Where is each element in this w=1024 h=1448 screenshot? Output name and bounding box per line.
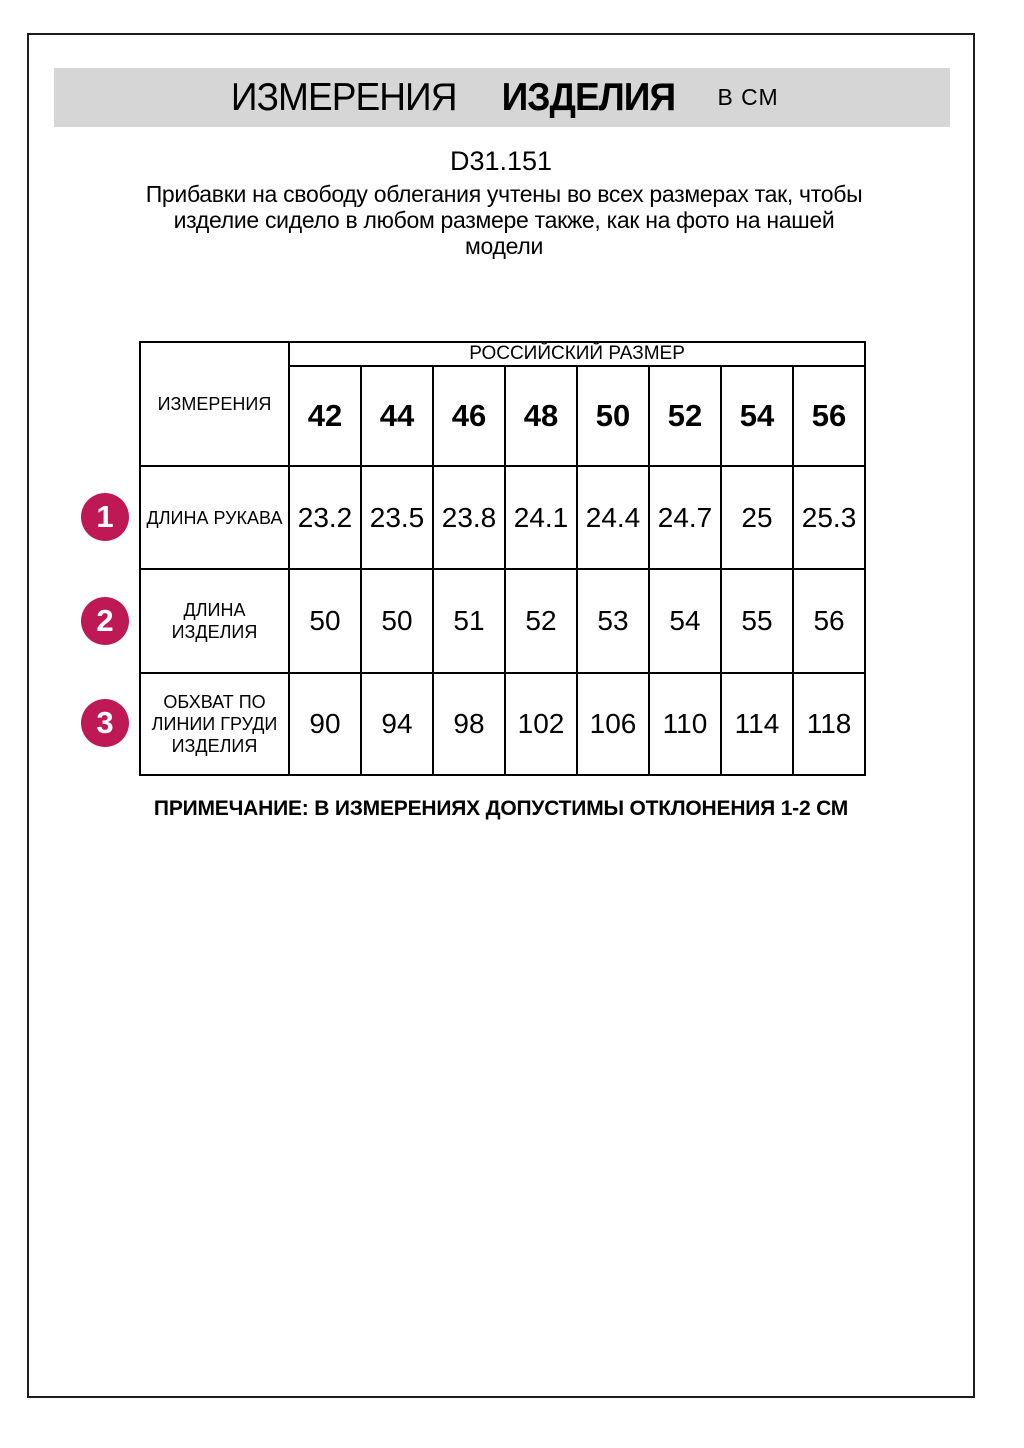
table-cell: 24.4 (577, 466, 649, 569)
page-title-unit: В СМ (717, 84, 779, 110)
table-cell: 114 (721, 673, 793, 775)
table-cell: 53 (577, 569, 649, 673)
table-cell: 50 (361, 569, 433, 673)
size-header: 52 (649, 366, 721, 466)
table-cell: 25 (721, 466, 793, 569)
table-cell: 24.7 (649, 466, 721, 569)
size-header: 56 (793, 366, 865, 466)
table-cell: 102 (505, 673, 577, 775)
table-cell: 55 (721, 569, 793, 673)
row-number-badge-2: 2 (81, 597, 129, 645)
row-label: ДЛИНА ИЗДЕЛИЯ (140, 569, 289, 673)
row-label: ДЛИНА РУКАВА (140, 466, 289, 569)
fit-description: Прибавки на свободу облегания учтены во всех размерах так, чтобы изделие сидело в любом размере также, как на фото на нашей модели (145, 181, 863, 259)
size-header: 44 (361, 366, 433, 466)
row-number-badge-1: 1 (81, 493, 129, 541)
table-cell: 25.3 (793, 466, 865, 569)
page-title-word-measurements: ИЗМЕРЕНИЯ (231, 75, 457, 119)
page-title-bar (54, 68, 950, 127)
table-cell: 23.2 (289, 466, 361, 569)
table-cell: 90 (289, 673, 361, 775)
table-row-chest-girth (140, 673, 865, 775)
table-cell: 106 (577, 673, 649, 775)
table-cell: 110 (649, 673, 721, 775)
table-cell: 24.1 (505, 466, 577, 569)
size-header: 50 (577, 366, 649, 466)
table-cell: 50 (289, 569, 361, 673)
size-header: 46 (433, 366, 505, 466)
table-cell: 52 (505, 569, 577, 673)
size-header: 54 (721, 366, 793, 466)
size-group-header: РОССИЙСКИЙ РАЗМЕР (289, 342, 865, 366)
table-cell: 51 (433, 569, 505, 673)
row-number-badge-3: 3 (81, 699, 129, 747)
page-title-word-product: ИЗДЕЛИЯ (501, 75, 675, 119)
table-cell: 56 (793, 569, 865, 673)
table-cell: 23.5 (361, 466, 433, 569)
table-cell: 94 (361, 673, 433, 775)
table-cell: 118 (793, 673, 865, 775)
tolerance-note: ПРИМЕЧАНИЕ: В ИЗМЕРЕНИЯХ ДОПУСТИМЫ ОТКЛОНЕНИЯ 1-2 СМ (153, 797, 849, 820)
row-label: ОБХВАТ ПО ЛИНИИ ГРУДИ ИЗДЕЛИЯ (140, 673, 289, 775)
product-code: D31.151 (449, 146, 553, 176)
table-row-garment-length (140, 569, 865, 673)
size-header: 42 (289, 366, 361, 466)
table-cell: 98 (433, 673, 505, 775)
table-row-sleeve-length (140, 466, 865, 569)
measurements-column-header: ИЗМЕРЕНИЯ (140, 342, 289, 466)
measurements-table (139, 341, 866, 776)
table-cell: 54 (649, 569, 721, 673)
size-header: 48 (505, 366, 577, 466)
table-cell: 23.8 (433, 466, 505, 569)
